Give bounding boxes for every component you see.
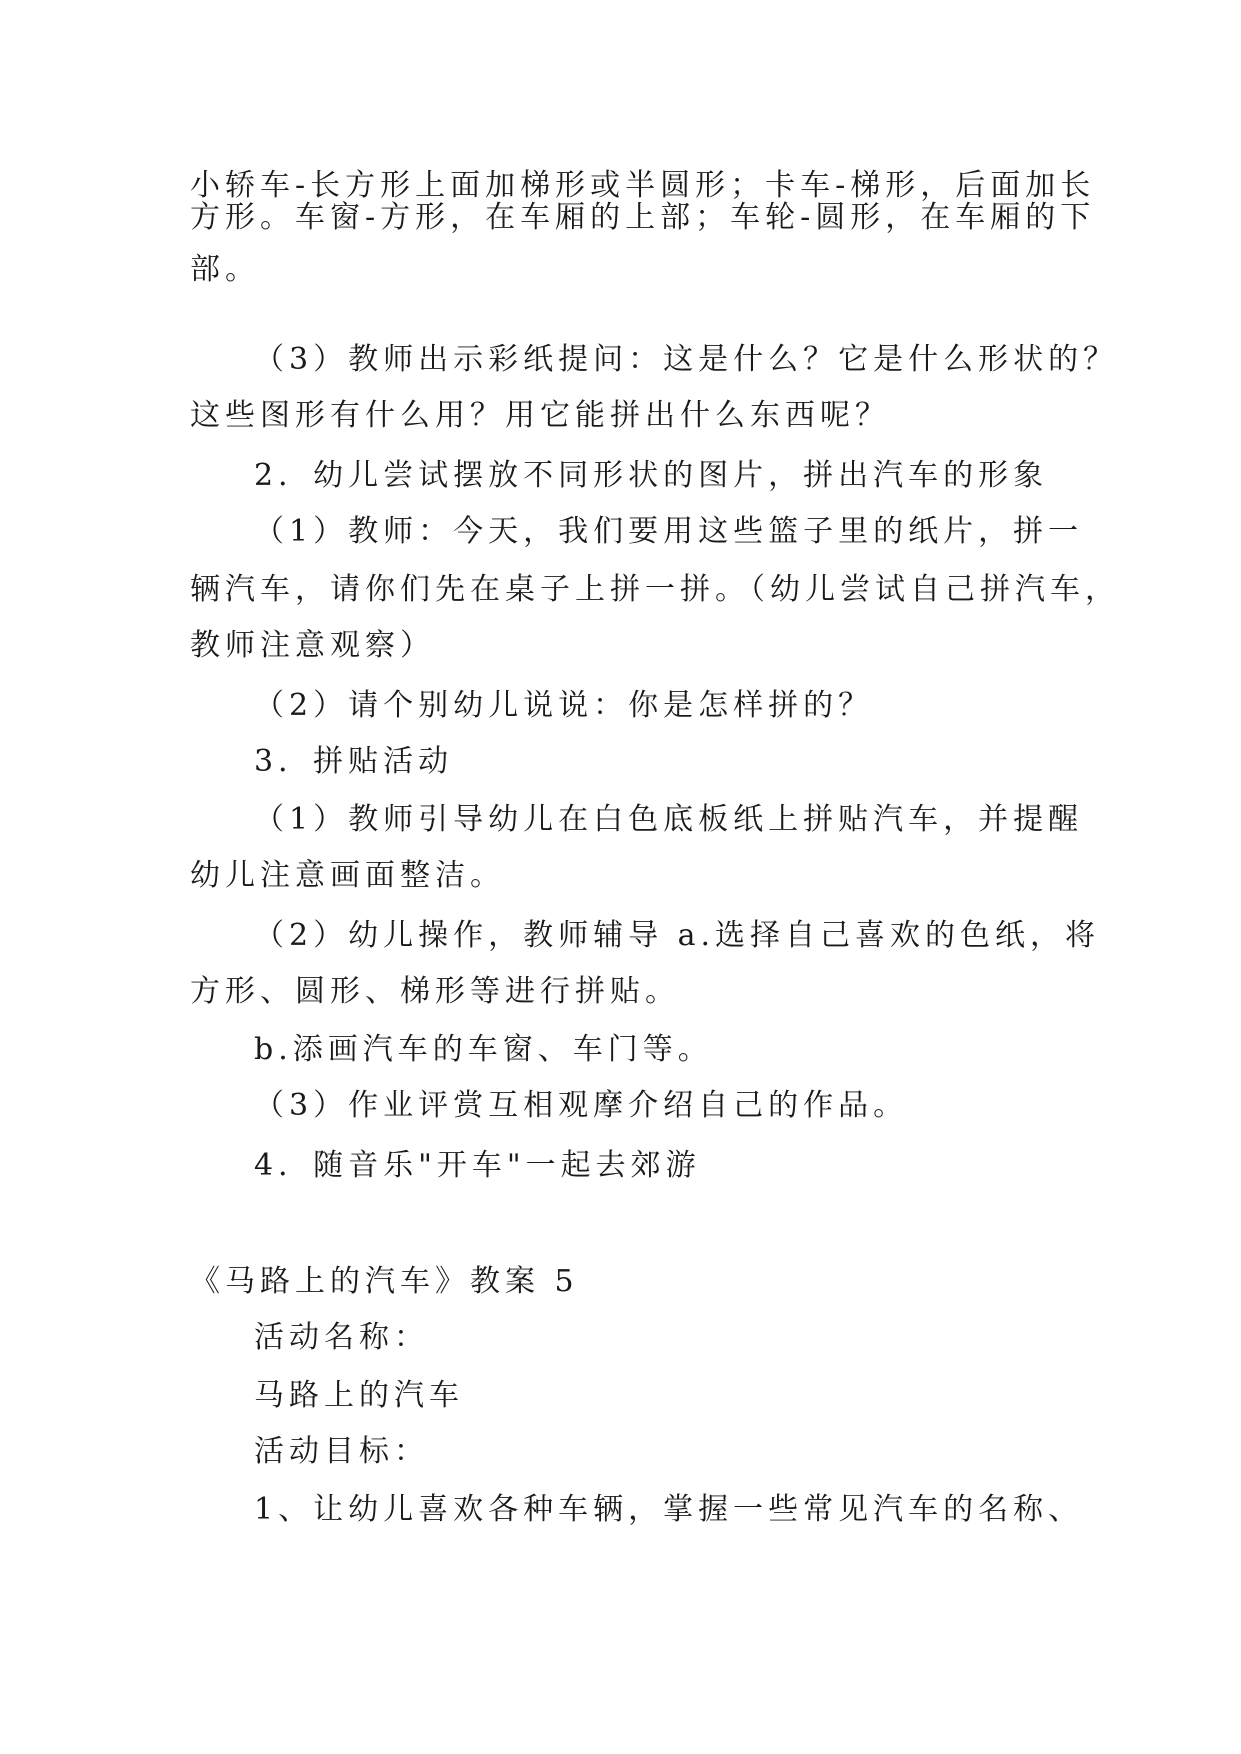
paragraph-line: 活动名称： bbox=[254, 1320, 429, 1355]
paragraph-line: 1、让幼儿喜欢各种车辆，掌握一些常见汽车的名称、 bbox=[254, 1492, 1084, 1527]
paragraph-line: b.添画汽车的车窗、车门等。 bbox=[254, 1032, 713, 1067]
paragraph-line: （3）作业评赏互相观摩介绍自己的作品。 bbox=[254, 1088, 909, 1123]
paragraph-line: 4．随音乐"开车"一起去郊游 bbox=[254, 1148, 701, 1183]
section-heading: 《马路上的汽车》教案 5 bbox=[190, 1264, 579, 1299]
paragraph-line: 部。 bbox=[190, 252, 260, 287]
paragraph-line: 方形、圆形、梯形等进行拼贴。 bbox=[190, 974, 680, 1009]
paragraph-line: 2．幼儿尝试摆放不同形状的图片，拼出汽车的形象 bbox=[254, 458, 1049, 493]
paragraph-line: 幼儿注意画面整洁。 bbox=[190, 858, 505, 893]
paragraph-line: 这些图形有什么用？用它能拼出什么东西呢？ bbox=[190, 398, 890, 433]
paragraph-line: 教师注意观察） bbox=[190, 628, 435, 663]
paragraph-line: 方形。车窗-方形，在车厢的上部；车轮-圆形，在车厢的下 bbox=[190, 200, 1096, 235]
paragraph-line: （2）请个别幼儿说说：你是怎样拼的？ bbox=[254, 688, 874, 723]
paragraph-line: 小轿车-长方形上面加梯形或半圆形；卡车-梯形，后面加长 bbox=[190, 168, 1096, 203]
paragraph-line: 辆汽车，请你们先在桌子上拼一拼。（幼儿尝试自己拼汽车， bbox=[190, 572, 1120, 607]
paragraph-line: （3）教师出示彩纸提问：这是什么？它是什么形状的？ bbox=[254, 342, 1119, 377]
paragraph-line: 马路上的汽车 bbox=[254, 1378, 464, 1413]
paragraph-line: 3．拼贴活动 bbox=[254, 744, 454, 779]
paragraph-line: （1）教师引导幼儿在白色底板纸上拼贴汽车，并提醒 bbox=[254, 802, 1084, 837]
paragraph-line: 活动目标： bbox=[254, 1434, 429, 1469]
paragraph-line: （1）教师：今天，我们要用这些篮子里的纸片，拼一 bbox=[254, 514, 1084, 549]
paragraph-line: （2）幼儿操作，教师辅导 a.选择自己喜欢的色纸，将 bbox=[254, 918, 1101, 953]
